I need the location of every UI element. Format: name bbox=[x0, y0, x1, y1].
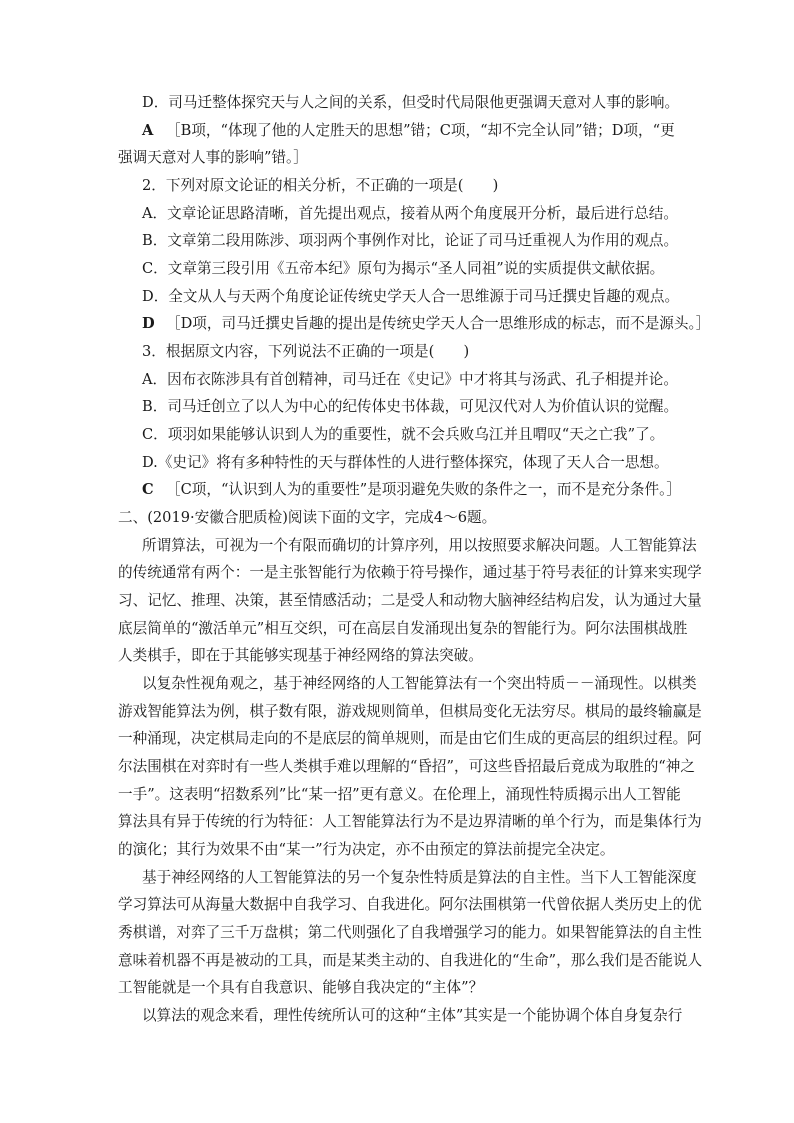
q2-option-d: D．全文从人与天两个角度论证传统史学天人合一思维源于司马迁撰史旨趣的观点。 bbox=[142, 288, 680, 305]
p1-line: 习、记忆、推理、决策，甚至情感活动；二是受人和动物大脑神经结构启发，认为通过大量 bbox=[118, 592, 702, 609]
p3-line: 工智能就是一个具有自我意识、能够自我决定的“主体”？ bbox=[118, 979, 484, 996]
p3-line: 秀棋谱，对弈了三千万盘棋；第二代则强化了自我增强学习的能力。如果智能算法的自主性 bbox=[118, 924, 702, 941]
p1-line: 底层简单的“激活单元”相互交织，可在高层自发涌现出复杂的智能行为。阿尔法围棋战胜 bbox=[118, 620, 688, 637]
p3-line: 意味着机器不再是被动的工具，而是某类主动的、自我进化的“生命”，那么我们是否能说人 bbox=[118, 952, 703, 969]
p2-line: 以复杂性视角观之，基于神经网络的人工智能算法有一个突出特质－－涌现性。以棋类 bbox=[142, 675, 697, 692]
q2-stem: 2．下列对原文论证的相关分析，不正确的一项是( ) bbox=[142, 177, 499, 194]
q1-option-d: D．司马迁整体探究天与人之间的关系，但受时代局限他更强调天意对人事的影响。 bbox=[142, 94, 680, 111]
p2-line: 尔法围棋在对弈时有一些人类棋手难以理解的“昏招”，可这些昏招最后竟成为取胜的“神之 bbox=[118, 758, 695, 775]
q3-option-c: C．项羽如果能够认识到人为的重要性，就不会兵败乌江并且喟叹“天之亡我”了。 bbox=[142, 426, 665, 443]
q3-option-b: B．司马迁创立了以人为中心的纪传体史书体裁，可见汉代对人为价值认识的觉醒。 bbox=[142, 398, 679, 415]
q2-option-b: B．文章第二段用陈涉、项羽两个事例作对比，论证了司马迁重视人为作用的观点。 bbox=[142, 232, 679, 249]
section2-heading: 二、(2019·安徽合肥质检)阅读下面的文字，完成4～6题。 bbox=[118, 509, 497, 526]
p2-line: 一种涌现，决定棋局走向的不是底层的简单规则，而是由它们生成的更高层的组织过程。阿 bbox=[118, 730, 702, 747]
q3-answer-text: ［C项，“认识到人为的重要性”是项羽避免失败的条件之一，而不是充分条件。］ bbox=[166, 481, 681, 498]
p2-line: 的演化；其行为效果不由“某一”行为决定，亦不由预定的算法前提完全决定。 bbox=[118, 841, 615, 858]
q3-stem: 3．根据原文内容，下列说法不正确的一项是( ) bbox=[142, 343, 470, 360]
q2-answer-letter: D bbox=[142, 315, 155, 332]
q1-answer-cont: 强调天意对人事的影响”错。］ bbox=[118, 149, 308, 166]
p1-line: 的传统通常有两个：一是主张智能行为依赖于符号操作，通过基于符号表征的计算来实现学 bbox=[118, 564, 702, 581]
q1-answer-text: ［B项，“体现了他的人定胜天的思想”错；C项，“却不完全认同”错；D项，“更 bbox=[166, 122, 675, 139]
p2-line: 游戏智能算法为例，棋子数有限，游戏规则简单，但棋局变化无法穷尽。棋局的最终输赢是 bbox=[118, 703, 702, 720]
q2-option-a: A．文章论证思路清晰，首先提出观点，接着从两个角度展开分析，最后进行总结。 bbox=[142, 205, 678, 222]
p3-line: 学习算法可从海量大数据中自我学习、自我进化。阿尔法围棋第一代曾依据人类历史上的优 bbox=[118, 896, 702, 913]
q3-option-a: A．因布衣陈涉具有首创精神，司马迁在《史记》中才将其与汤武、孔子相提并论。 bbox=[142, 371, 678, 388]
q3-option-d: D.《史记》将有多种特性的天与群体性的人进行整体探究，体现了天人合一思想。 bbox=[142, 454, 669, 471]
p1-line: 人类棋手，即在于其能够实现基于神经网络的算法突破。 bbox=[118, 647, 483, 664]
q2-option-c: C．文章第三段引用《五帝本纪》原句为揭示“圣人同祖”说的实质提供文献依据。 bbox=[142, 260, 665, 277]
q2-answer bbox=[142, 314, 710, 334]
q1-answer-letter: A bbox=[142, 122, 154, 139]
q2-answer-text: ［D项，司马迁撰史旨趣的提出是传统史学天人合一思维形成的标志，而不是源头。］ bbox=[166, 315, 711, 332]
p3-line: 基于神经网络的人工智能算法的另一个复杂性特质是算法的自主性。当下人工智能深度 bbox=[142, 869, 697, 886]
q3-answer-letter: C bbox=[142, 481, 154, 498]
p2-line: 算法具有异于传统的行为特征：人工智能算法行为不是边界清晰的单个行为，而是集体行为 bbox=[118, 813, 702, 830]
p1-line: 所谓算法，可视为一个有限而确切的计算序列，用以按照要求解决问题。人工智能算法 bbox=[142, 537, 697, 554]
p2-line: 一手”。这表明“招数系列”比“某一招”更有意义。在伦理上，涌现性特质揭示出人工智能 bbox=[118, 786, 681, 803]
p4-line: 以算法的观念来看，理性传统所认可的这种“主体”其实是一个能协调个体自身复杂行 bbox=[142, 1007, 683, 1024]
q1-answer bbox=[142, 121, 675, 141]
q3-answer bbox=[142, 480, 681, 500]
